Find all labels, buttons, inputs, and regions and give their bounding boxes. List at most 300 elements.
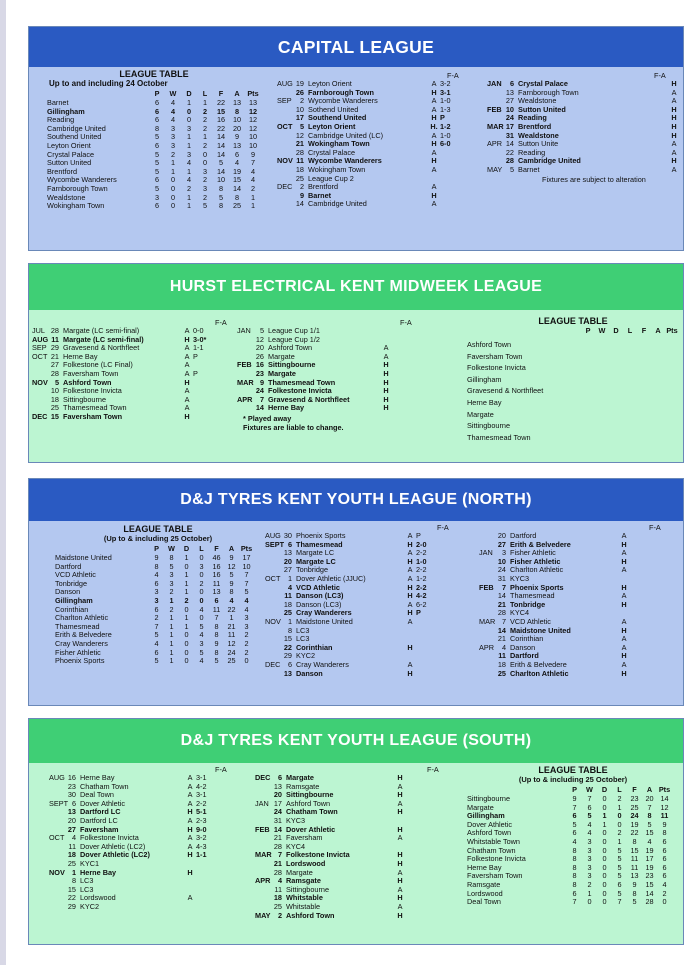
table-cell: 20 — [232, 123, 242, 133]
table-cell: 5 — [154, 132, 160, 142]
table-cell: 14 — [216, 140, 226, 150]
table-cell: 0 — [602, 794, 607, 803]
fixture-score — [416, 652, 440, 661]
table-cell: 1 — [602, 819, 607, 829]
fixture-date: 6 — [509, 79, 514, 88]
fixture-date: 2 — [277, 910, 282, 920]
fixture-date: 18 — [50, 394, 59, 404]
fixture-score: 5-1 — [196, 807, 207, 817]
fixture-score: 3-1 — [440, 87, 451, 97]
table-cell: 2 — [202, 175, 208, 185]
table-cell: 17 — [242, 553, 251, 562]
table-cell: 7 — [214, 613, 219, 623]
fixture-row — [32, 413, 217, 422]
league-table-title: LEAGUE TABLE — [538, 765, 608, 775]
table-row — [467, 898, 679, 907]
fixture-month: APR — [237, 394, 253, 404]
fixture-venue: A — [184, 386, 190, 396]
fixture-score — [416, 670, 440, 679]
table-cell: 9 — [662, 819, 667, 829]
fixture-score — [196, 903, 220, 912]
table-cell: 19 — [645, 862, 654, 872]
fixture-month: APR — [255, 876, 271, 886]
table-cell: 8 — [662, 828, 667, 838]
team-name: Gravesend & Northfleet — [467, 386, 544, 396]
fixture-month — [265, 601, 280, 610]
fixtures-note: Fixtures are liable to change. — [243, 423, 344, 432]
fixture-score: P — [193, 351, 198, 361]
fixture-venue: H — [621, 556, 627, 566]
fixture-venue: A — [187, 841, 193, 851]
fixture-opponent: Phoenix Sports — [296, 532, 346, 540]
fixture-date: 30 — [283, 531, 292, 540]
fixture-row — [32, 353, 217, 362]
table-header-cell: P — [572, 785, 577, 794]
table-cell: 5 — [617, 845, 622, 855]
fixture-opponent: Dover Athletic (LC2) — [80, 851, 150, 860]
table-cell: 16 — [216, 115, 226, 125]
fixture-opponent: Reading — [518, 114, 547, 123]
fixture-opponent: Sittingbourne — [63, 395, 107, 404]
fixture-venue: A — [187, 893, 193, 903]
section-title: D&J TYRES KENT YOUTH LEAGUE (SOUTH) — [29, 719, 683, 763]
section-title: HURST ELECTRICAL KENT MIDWEEK LEAGUE — [29, 264, 683, 310]
table-cell: 0 — [602, 802, 607, 812]
fixture-opponent: Charlton Athletic — [510, 566, 564, 575]
table-cell: 3 — [186, 123, 192, 133]
table-cell: 12 — [227, 561, 236, 571]
fixture-venue: H — [621, 582, 627, 592]
fixture-month: JAN — [487, 79, 502, 88]
table-row — [47, 185, 261, 194]
table-cell: 20 — [645, 794, 654, 803]
fixture-date: 13 — [283, 548, 292, 558]
fixture-date: 27 — [50, 360, 59, 370]
fa-header: F-A — [437, 523, 449, 532]
fixture-date: 24 — [505, 113, 514, 123]
fixture-date: 26 — [295, 87, 304, 97]
league-table-subtitle: (Up to & including 25 October) — [518, 775, 628, 784]
table-cell: 1 — [184, 578, 189, 588]
table-cell: 15 — [630, 845, 639, 855]
fixture-venue: A — [671, 139, 677, 149]
fixture-month: OCT — [49, 833, 65, 843]
fixture-row — [487, 123, 680, 132]
team-name: Fisher Athletic — [55, 648, 101, 657]
fixture-venue: A — [621, 659, 627, 669]
fixture-month: OCT — [32, 351, 48, 361]
table-cell: 21 — [227, 621, 236, 631]
table-cell: 6 — [234, 149, 240, 159]
fixture-opponent: Margate — [268, 369, 296, 378]
fixture-venue: H — [184, 334, 190, 344]
fixture-date: 11 — [51, 334, 59, 344]
fixture-score: 2-0 — [416, 539, 427, 549]
table-cell: 24 — [227, 647, 236, 657]
fixture-month — [49, 886, 64, 895]
fixture-date: 11 — [296, 156, 304, 166]
table-cell: 15 — [216, 106, 226, 116]
fixture-venue: H — [397, 807, 403, 817]
fixture-opponent: Faversham Town — [63, 369, 119, 378]
fixture-venue: A — [431, 96, 437, 106]
table-cell: 0 — [170, 201, 176, 211]
fixture-month — [49, 877, 64, 886]
fixture-venue: H — [407, 591, 413, 601]
table-header-team — [55, 544, 149, 554]
fixture-date: 14 — [273, 824, 282, 834]
team-name: Thamesmead — [55, 622, 100, 631]
table-cell: 0 — [244, 656, 249, 666]
fixture-score: 4-3 — [196, 841, 207, 851]
fa-header: F-A — [654, 71, 666, 80]
fixture-venue: H. — [430, 121, 438, 131]
table-cell: 6 — [154, 98, 160, 107]
table-cell: 13 — [248, 98, 258, 107]
fixture-opponent: Margate — [286, 868, 313, 877]
table-cell: 11 — [227, 630, 236, 640]
fixture-date: 8 — [71, 876, 76, 886]
fixture-month — [49, 894, 64, 903]
fixture-row — [32, 396, 217, 405]
league-table-subtitle: Up to and including 24 October — [49, 79, 168, 88]
fixture-score: 2-2 — [416, 548, 427, 558]
fixture-score: 6-2 — [416, 599, 427, 609]
fixture-venue: A — [431, 164, 437, 174]
fixture-opponent: Ashford Town — [286, 911, 335, 920]
table-cell: 1 — [169, 595, 174, 605]
table-header-cell: Pts — [247, 89, 259, 98]
table-cell: 7 — [250, 158, 256, 168]
fixtures-list — [487, 80, 680, 175]
team-name: Tonbridge — [55, 579, 88, 588]
table-cell: 2 — [617, 828, 622, 838]
fixture-opponent: League Cup 2 — [308, 174, 354, 183]
team-name: Sutton United — [47, 159, 92, 168]
team-name: Deal Town — [467, 898, 501, 907]
table-cell: 11 — [212, 604, 221, 614]
fixture-date: 26 — [255, 351, 264, 361]
fixture-score: 3-1 — [196, 790, 207, 800]
fa-header: F-A — [649, 523, 661, 532]
fixture-venue: A — [671, 164, 677, 174]
fixture-date: 28 — [295, 147, 304, 157]
fixture-opponent: KYC2 — [80, 902, 100, 911]
fixture-date: 11 — [498, 651, 506, 661]
table-cell: 14 — [660, 794, 669, 803]
fixture-score — [193, 379, 217, 388]
table-cell: 0 — [199, 553, 204, 562]
fixture-date: 7 — [501, 616, 506, 626]
fixture-opponent: Chatham Town — [286, 808, 338, 817]
table-header-cell: W — [168, 544, 175, 553]
fixture-venue: A — [184, 343, 190, 353]
fixture-venue: H — [621, 651, 627, 661]
fixture-score — [196, 860, 220, 869]
table-cell: 4 — [234, 158, 240, 168]
table-cell: 9 — [632, 879, 637, 889]
fixture-venue: H — [187, 867, 193, 877]
fixture-score — [440, 183, 464, 192]
table-row — [47, 151, 261, 160]
fixture-row — [277, 166, 464, 175]
table-cell: 4 — [199, 604, 204, 614]
fixture-score: 2-2 — [416, 565, 427, 575]
team-name: Gillingham — [467, 812, 505, 821]
fixture-opponent: Crystal Palace — [518, 80, 568, 88]
fa-header: F-A — [447, 71, 459, 80]
fixture-score — [196, 894, 220, 903]
team-name: Chatham Town — [467, 846, 516, 855]
table-header-cell: F — [214, 544, 219, 553]
table-cell: 28 — [645, 897, 654, 907]
fixture-opponent: Margate (LC semi-final) — [63, 335, 144, 344]
fixture-date: 5 — [509, 164, 514, 174]
fixture-month — [49, 851, 64, 860]
fixture-month — [479, 652, 494, 661]
table-cell: 6 — [214, 595, 219, 605]
fixture-row — [49, 903, 220, 912]
fixture-opponent: Danson — [296, 669, 323, 678]
table-header-cell: F — [641, 326, 647, 335]
table-cell: 5 — [154, 183, 160, 193]
table-cell: 6 — [662, 854, 667, 864]
table-cell: 3 — [154, 192, 160, 202]
table-cell: 5 — [229, 570, 234, 580]
table-cell: 0 — [186, 115, 192, 125]
fixture-month: NOV — [277, 156, 293, 166]
fixture-opponent: Corinthian — [296, 643, 333, 652]
team-name: Barnet — [47, 99, 69, 107]
fixture-venue — [404, 627, 416, 636]
fixture-opponent: Thamesmead — [510, 592, 555, 601]
table-cell: 1 — [602, 811, 607, 821]
table-cell: 2 — [169, 604, 174, 614]
fixture-date: 20 — [67, 815, 76, 825]
table-cell: 3 — [244, 613, 249, 623]
fixture-opponent: Chatham Town — [80, 782, 129, 791]
table-cell: 6 — [662, 862, 667, 872]
fixture-opponent: Reading — [518, 148, 546, 157]
fixture-month: NOV — [49, 867, 65, 877]
fixture-venue: H — [383, 368, 389, 378]
table-cell: 2 — [169, 587, 174, 597]
fixture-venue: A — [187, 815, 193, 825]
table-row — [467, 374, 679, 386]
table-cell: 0 — [662, 897, 667, 907]
fixture-date: 21 — [497, 634, 506, 644]
league-table-title: LEAGUE TABLE — [538, 316, 608, 326]
fixture-row — [277, 200, 464, 209]
table-header-cell: W — [598, 326, 606, 335]
team-name: Dover Athletic — [467, 820, 513, 829]
table-cell: 9 — [229, 578, 234, 588]
fixtures-list — [265, 532, 440, 678]
fixture-row — [32, 387, 217, 396]
fixture-venue: A — [431, 199, 437, 209]
fixture-month — [265, 549, 280, 558]
fixture-opponent: Folkestone (LC Final) — [63, 361, 133, 370]
fixture-opponent: KYC4 — [286, 842, 306, 851]
table-cell: 3 — [199, 561, 204, 571]
fixture-venue: H — [407, 582, 413, 592]
fixture-opponent: Whitstable — [286, 894, 323, 903]
table-cell: 11 — [660, 811, 669, 821]
fixture-score — [416, 644, 440, 653]
fixture-score — [416, 635, 440, 644]
fixture-row — [32, 379, 217, 388]
fixture-date: 28 — [50, 326, 59, 335]
fixture-opponent: Dover Athletic (JJUC) — [296, 574, 366, 583]
table-header-cell: Pts — [666, 326, 678, 335]
fixture-month — [479, 627, 494, 636]
fixture-date: 13 — [283, 668, 292, 678]
fixture-date: 24 — [497, 565, 506, 575]
fixture-score: 9-0 — [196, 824, 207, 834]
table-cell: 1 — [250, 192, 256, 202]
fixture-opponent: Dartford LC — [80, 808, 121, 817]
fixture-date: 28 — [273, 841, 282, 851]
table-cell: 5 — [587, 811, 592, 821]
fixture-score: 4-2 — [416, 591, 427, 601]
fixture-score: 4-2 — [196, 781, 207, 791]
fixture-venue: H — [671, 79, 677, 88]
fixture-score: P — [440, 113, 445, 123]
fixture-venue: A — [184, 351, 190, 361]
fixture-opponent: Farnborough Town — [308, 88, 374, 97]
table-cell: 0 — [602, 828, 607, 838]
fixture-date: 14 — [497, 625, 506, 635]
team-name: Reading — [47, 116, 75, 125]
fixture-month: APR — [479, 642, 495, 652]
table-cell: 1 — [169, 630, 174, 640]
table-cell: 1 — [617, 836, 622, 846]
table-cell: 4 — [170, 98, 176, 107]
team-name: Dartford — [55, 562, 82, 571]
table-row — [47, 133, 261, 142]
team-name: Cray Wanderers — [55, 639, 108, 648]
fixture-opponent: Gravesend & Northfleet — [63, 344, 140, 353]
fixture-venue: A — [187, 773, 193, 782]
table-cell: 8 — [647, 811, 652, 821]
table-cell: 15 — [645, 828, 654, 838]
fixture-score — [440, 192, 464, 201]
fixture-date: 22 — [505, 147, 514, 157]
table-header-cell: L — [199, 544, 204, 553]
fixture-date: 9 — [299, 190, 304, 200]
fixture-date: 15 — [283, 634, 292, 644]
team-name: Thamesmead Town — [467, 432, 531, 442]
fixture-date: 10 — [50, 386, 59, 396]
table-cell: 8 — [572, 871, 577, 881]
fixture-opponent: Folkestone Invicta — [80, 834, 139, 843]
table-cell: 3 — [202, 166, 208, 176]
table-header-cell: W — [586, 785, 593, 794]
fixture-month — [49, 903, 64, 912]
table-header — [47, 89, 261, 99]
table-cell: 4 — [186, 175, 192, 185]
table-row — [467, 385, 679, 397]
fixture-score: 1-2 — [416, 573, 427, 583]
table-cell: 12 — [248, 106, 258, 116]
fixture-month: AUG — [277, 79, 293, 88]
table-cell: 6 — [154, 140, 160, 150]
table-cell: 2 — [662, 888, 667, 898]
fixture-opponent: Dover Athletic (LC2) — [80, 842, 146, 851]
table-row — [467, 409, 679, 421]
table-cell: 5 — [154, 166, 160, 176]
fixture-venue: A — [407, 531, 413, 540]
fixture-score: P — [416, 608, 421, 618]
fixture-venue: H — [621, 599, 627, 609]
youth-south-section — [28, 718, 684, 945]
table-cell: 3 — [169, 570, 174, 580]
fixture-month: DEC — [255, 773, 271, 782]
table-cell: 15 — [232, 175, 242, 185]
table-cell: 10 — [242, 561, 251, 571]
table-cell: 8 — [572, 845, 577, 855]
fixture-venue: A — [184, 360, 190, 370]
fixture-date: 15 — [67, 884, 76, 894]
table-cell: 15 — [645, 879, 654, 889]
table-cell: 3 — [587, 836, 592, 846]
fixture-date: 27 — [505, 96, 514, 106]
table-cell: 8 — [214, 630, 219, 640]
fixture-row — [487, 97, 680, 106]
table-cell: 13 — [212, 587, 221, 597]
table-cell: 3 — [154, 595, 159, 605]
team-name: Crystal Palace — [47, 150, 95, 159]
table-cell: 10 — [232, 115, 242, 125]
fixture-venue: H — [407, 668, 413, 678]
table-cell: 4 — [572, 836, 577, 846]
fixture-venue: A — [621, 642, 627, 652]
fixture-row — [487, 140, 680, 149]
table-cell: 5 — [218, 158, 224, 168]
table-cell: 2 — [202, 123, 208, 133]
fixture-score — [193, 404, 217, 413]
fixture-venue: A — [431, 104, 437, 114]
table-cell: 3 — [154, 587, 159, 597]
fixture-opponent: Margate LC — [296, 557, 336, 566]
fixture-date: 6 — [71, 798, 76, 808]
team-name: Wokingham Town — [47, 202, 105, 211]
fixture-opponent: Barnet — [308, 191, 332, 200]
table-cell: 6 — [154, 578, 159, 588]
table-cell: 8 — [572, 862, 577, 872]
fixture-date: 20 — [273, 790, 282, 800]
fixture-month: MAR — [487, 121, 504, 131]
table-cell: 1 — [169, 621, 174, 631]
table-cell: 13 — [232, 140, 242, 150]
table-cell: 22 — [216, 123, 226, 133]
table-cell: 3 — [170, 132, 176, 142]
table-cell: 4 — [647, 836, 652, 846]
table-cell: 0 — [184, 647, 189, 657]
team-name: Sittingbourne — [467, 421, 511, 431]
fixture-row — [487, 149, 680, 158]
table-cell: 8 — [632, 836, 637, 846]
table-cell: 6 — [572, 888, 577, 898]
fixture-opponent: Fisher Athletic — [510, 557, 561, 566]
fixture-date: 1 — [71, 867, 76, 877]
fixture-date: 9 — [259, 377, 264, 387]
fixture-venue: A — [431, 130, 437, 140]
fixture-date: 17 — [295, 113, 304, 123]
table-cell: 0 — [602, 871, 607, 881]
team-name: Ashford Town — [467, 829, 512, 838]
fixture-date: 21 — [497, 599, 506, 609]
